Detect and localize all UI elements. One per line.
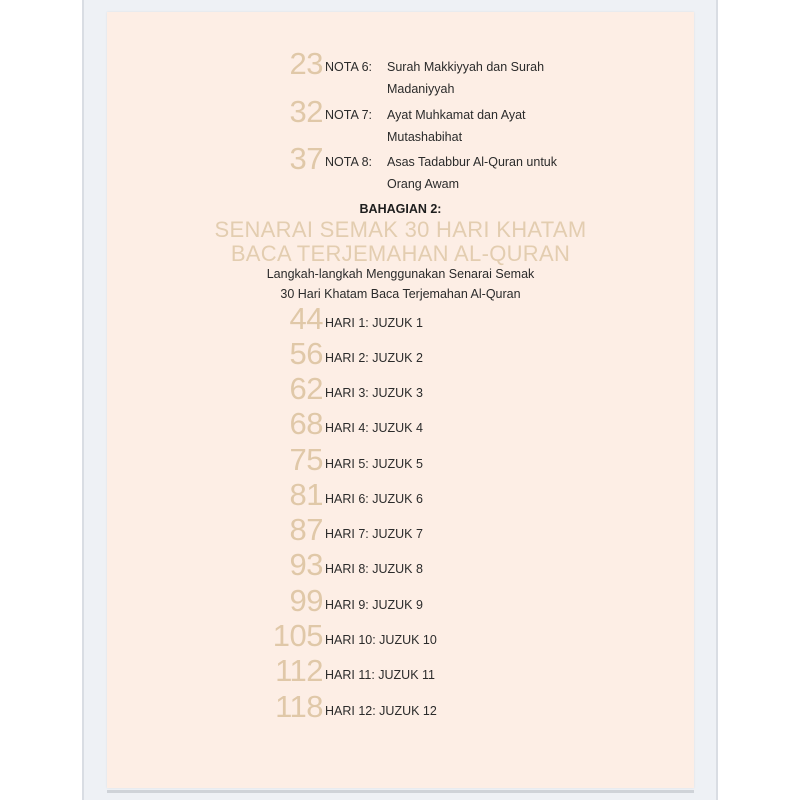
note-title-line: Surah Makkiyyah dan Surah bbox=[387, 60, 545, 74]
section-heading: BAHAGIAN 2: bbox=[359, 202, 442, 216]
note-title bbox=[387, 56, 617, 100]
note-title-line: Mutashabihat bbox=[387, 130, 463, 144]
toc-page-number: 81 bbox=[289, 477, 323, 512]
page-bottom-divider bbox=[107, 790, 694, 793]
note-title bbox=[387, 104, 617, 148]
note-title-line: Asas Tadabbur Al-Quran untuk bbox=[387, 155, 558, 169]
toc-page-number: 37 bbox=[289, 141, 323, 176]
day-label: HARI 7: JUZUK 7 bbox=[325, 527, 423, 541]
toc-page-number: 99 bbox=[289, 583, 323, 618]
document-page bbox=[107, 12, 694, 788]
day-label: HARI 9: JUZUK 9 bbox=[325, 598, 423, 612]
note-prefix: NOTA 6: bbox=[325, 60, 373, 74]
viewer-left-border bbox=[82, 0, 84, 800]
toc-page-number: 68 bbox=[289, 406, 323, 441]
day-label: HARI 11: JUZUK 11 bbox=[325, 668, 435, 682]
day-label: HARI 4: JUZUK 4 bbox=[325, 421, 423, 435]
toc-page-number: 56 bbox=[289, 336, 323, 371]
note-title-line: Orang Awam bbox=[387, 177, 460, 191]
note-prefix: NOTA 8: bbox=[325, 155, 373, 169]
day-label: HARI 1: JUZUK 1 bbox=[325, 316, 423, 330]
toc-page-number: 23 bbox=[289, 46, 323, 81]
section-title-line-2: BACA TERJEMAHAN AL-QURAN bbox=[230, 241, 571, 266]
note-title bbox=[387, 151, 617, 195]
note-title-line: Ayat Muhkamat dan Ayat bbox=[387, 108, 526, 122]
toc-page-number: 112 bbox=[275, 653, 323, 688]
viewer-right-border bbox=[716, 0, 718, 800]
note-title-line: Madaniyyah bbox=[387, 82, 455, 96]
day-label: HARI 12: JUZUK 12 bbox=[325, 704, 437, 718]
toc-page-number: 62 bbox=[289, 371, 323, 406]
day-label: HARI 3: JUZUK 3 bbox=[325, 386, 423, 400]
toc-page-number: 105 bbox=[272, 618, 323, 653]
day-label: HARI 5: JUZUK 5 bbox=[325, 457, 423, 471]
day-label: HARI 10: JUZUK 10 bbox=[325, 633, 437, 647]
toc-page-number: 118 bbox=[275, 689, 323, 724]
toc-page-number: 87 bbox=[289, 512, 323, 547]
toc-page-number: 32 bbox=[289, 94, 323, 129]
section-title-line-1: SENARAI SEMAK 30 HARI KHATAM bbox=[214, 217, 587, 242]
note-prefix: NOTA 7: bbox=[325, 108, 373, 122]
toc-page-number: 75 bbox=[289, 442, 323, 477]
toc-page-number: 93 bbox=[289, 547, 323, 582]
section-subtitle-line-2: 30 Hari Khatam Baca Terjemahan Al-Quran bbox=[280, 287, 521, 301]
day-label: HARI 2: JUZUK 2 bbox=[325, 351, 423, 365]
day-label: HARI 8: JUZUK 8 bbox=[325, 562, 423, 576]
day-label: HARI 6: JUZUK 6 bbox=[325, 492, 423, 506]
section-subtitle-line-1: Langkah-langkah Menggunakan Senarai Semak bbox=[266, 267, 535, 281]
toc-page-number: 44 bbox=[289, 301, 323, 336]
